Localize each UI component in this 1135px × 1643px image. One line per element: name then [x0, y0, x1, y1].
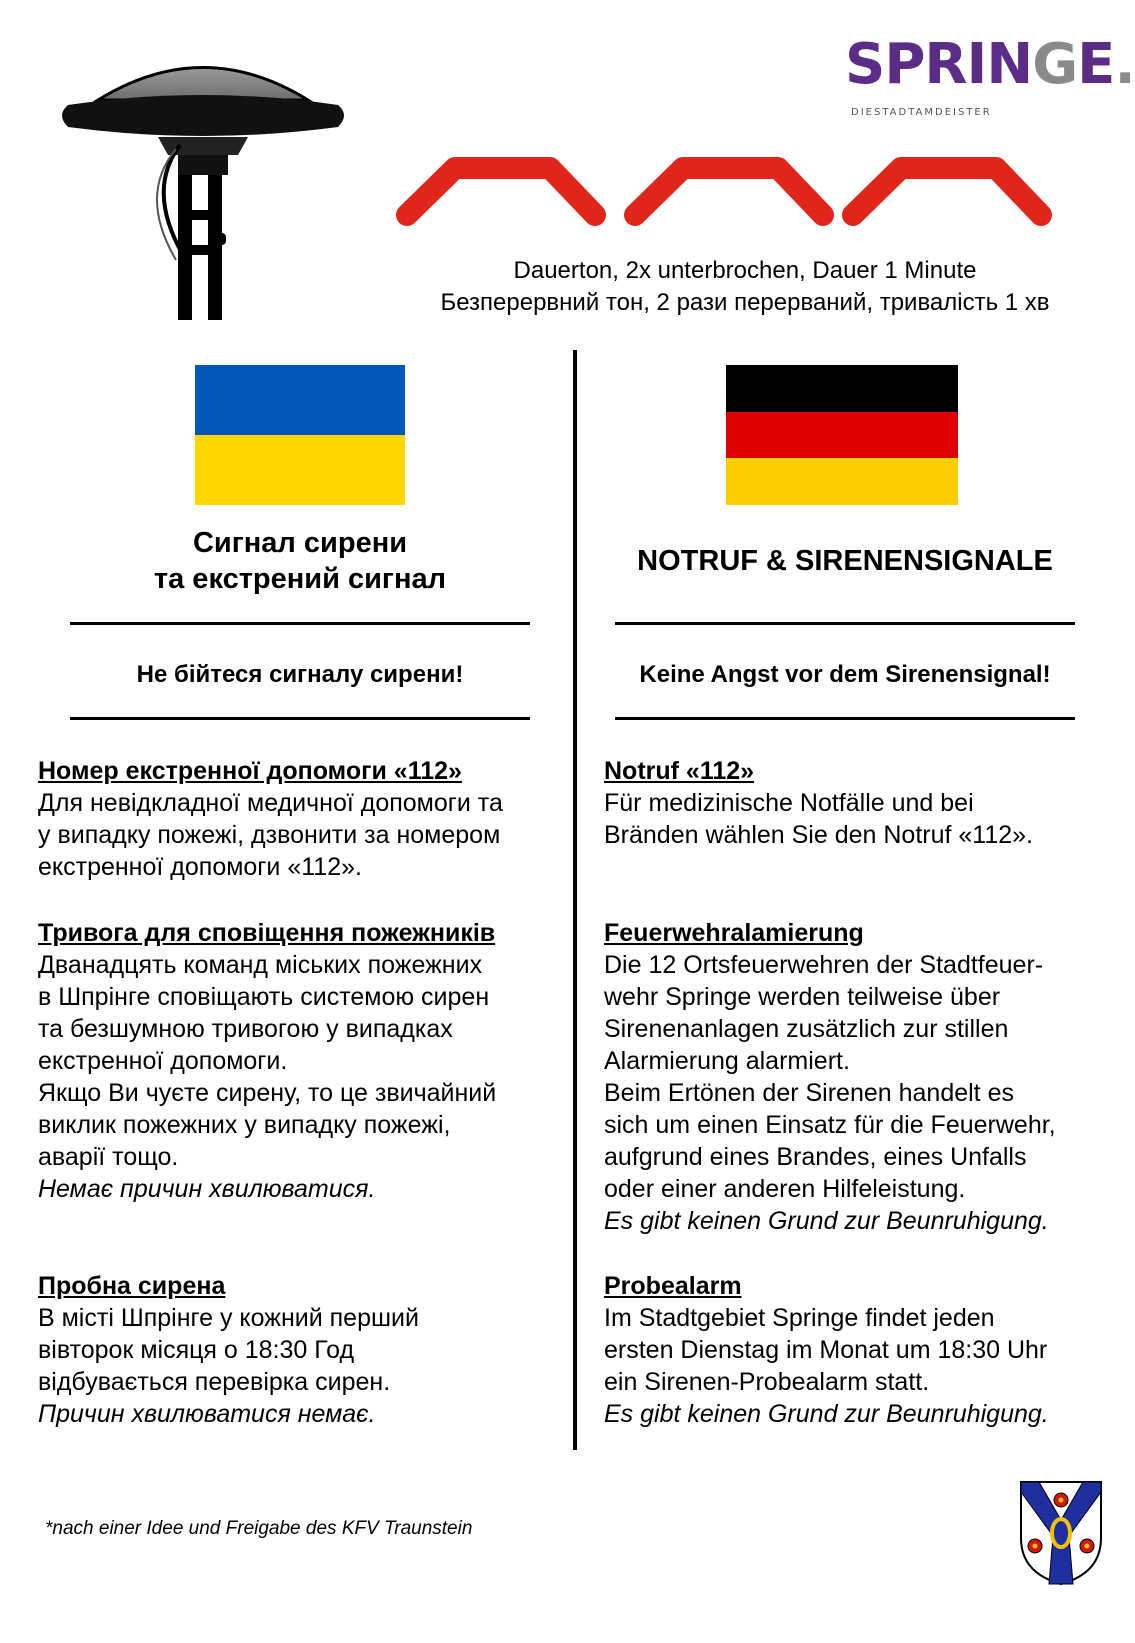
- text-line: Die 12 Ortsfeuerwehren der Stadtfeuer-: [604, 951, 1044, 979]
- reassurance-text: Es gibt keinen Grund zur Beunruhigung.: [604, 1207, 1049, 1235]
- ukraine-flag: [195, 365, 405, 505]
- logo-wordmark: SPRINGE.: [845, 32, 1135, 97]
- text-line: вівторок місяця о 18:30 Год: [38, 1336, 355, 1364]
- section-heading: Feuerwehralamierung: [604, 919, 864, 947]
- signal-description-uk: Безперервний тон, 2 рази перерваний, тривалість 1 хв: [440, 289, 1050, 316]
- siren-signal-pattern: [405, 160, 1065, 230]
- text-line: В місті Шпрінге у кожний перший: [38, 1304, 419, 1332]
- signal-description-de: Dauerton, 2x unterbrochen, Dauer 1 Minute: [513, 257, 977, 284]
- text-line: Bränden wählen Sie den Notruf «112».: [604, 821, 1034, 849]
- text-line: екстренної допомоги «112».: [38, 853, 362, 881]
- text-line: oder einer anderen Hilfeleistung.: [604, 1175, 966, 1203]
- text-line: aufgrund eines Brandes, eines Unfalls: [604, 1143, 1027, 1171]
- text-line: екстренної допомоги.: [38, 1047, 288, 1075]
- logo-tagline: DIESTADTAMDEISTER: [851, 107, 992, 118]
- text-line: Alarmierung alarmiert.: [604, 1047, 850, 1075]
- text-line: Дванадцять команд міських пожежних: [38, 951, 483, 979]
- section-heading: Номер екстренної допомоги «112»: [38, 757, 462, 785]
- text-line: та безшумною тривогою у випадках: [38, 1015, 453, 1043]
- left-rule-bottom: [70, 717, 530, 720]
- footnote: *nach einer Idee und Freigabe des KFV Traunstein: [45, 1518, 473, 1539]
- left-slogan: Не бійтеся сигналу сирени!: [136, 661, 464, 688]
- text-line: ersten Dienstag im Monat um 18:30 Uhr: [604, 1336, 1048, 1364]
- text-line: Für medizinische Notfälle und bei: [604, 789, 974, 817]
- text-line: Im Stadtgebiet Springe findet jeden: [604, 1304, 995, 1332]
- section-heading: Пробна сирена: [38, 1272, 226, 1300]
- reassurance-text: Причин хвилюватися немає.: [38, 1400, 376, 1428]
- germany-flag: [726, 365, 958, 505]
- text-line: Для невідкладної медичної допомоги та: [38, 789, 503, 817]
- right-slogan: Keine Angst vor dem Sirenensignal!: [639, 661, 1051, 688]
- text-line: в Шпрінге сповіщають системою сирен: [38, 983, 490, 1011]
- reassurance-text: Немає причин хвилюватися.: [38, 1175, 376, 1203]
- column-divider: [573, 350, 577, 1450]
- text-line: Якщо Ви чуєте сирену, то це звичайний: [38, 1079, 497, 1107]
- left-section-test: [38, 1270, 558, 1430]
- text-line: виклик пожежних у випадку пожежі,: [38, 1111, 451, 1139]
- right-rule-top: [615, 622, 1075, 625]
- right-title: NOTRUF & SIRENENSIGNALE: [637, 545, 1053, 577]
- right-rule-bottom: [615, 717, 1075, 720]
- text-line: аварії тощо.: [38, 1143, 179, 1171]
- left-title-line1: Сигнал сирени: [192, 527, 408, 559]
- left-title-line2: та екстрений сигнал: [153, 563, 447, 595]
- right-section-emergency: [604, 755, 1114, 851]
- text-line: sich um einen Einsatz für die Feuerwehr,: [604, 1111, 1056, 1139]
- text-line: Sirenenanlagen zusätzlich zur stillen: [604, 1015, 1009, 1043]
- section-heading: Тривога для сповіщення пожежників: [38, 919, 496, 947]
- springe-logo: [845, 32, 1135, 125]
- text-line: відбувається перевірка сирен.: [38, 1368, 391, 1396]
- reassurance-text: Es gibt keinen Grund zur Beunruhigung.: [604, 1400, 1049, 1428]
- text-line: Beim Ertönen der Sirenen handelt es: [604, 1079, 1014, 1107]
- left-title: [40, 525, 560, 597]
- left-section-firefighters: [38, 917, 568, 1205]
- siren-icon: [38, 45, 368, 320]
- left-rule-top: [70, 622, 530, 625]
- text-line: у випадку пожежі, дзвонити за номером: [38, 821, 501, 849]
- text-line: ein Sirenen-Probealarm statt.: [604, 1368, 930, 1396]
- right-section-firefighters: [604, 917, 1119, 1237]
- section-heading: Notruf «112»: [604, 757, 755, 785]
- section-heading: Probealarm: [604, 1272, 742, 1300]
- city-crest-icon: [1017, 1478, 1105, 1588]
- text-line: wehr Springe werden teilweise über: [604, 983, 1001, 1011]
- right-section-test: [604, 1270, 1119, 1430]
- left-section-emergency: [38, 755, 558, 883]
